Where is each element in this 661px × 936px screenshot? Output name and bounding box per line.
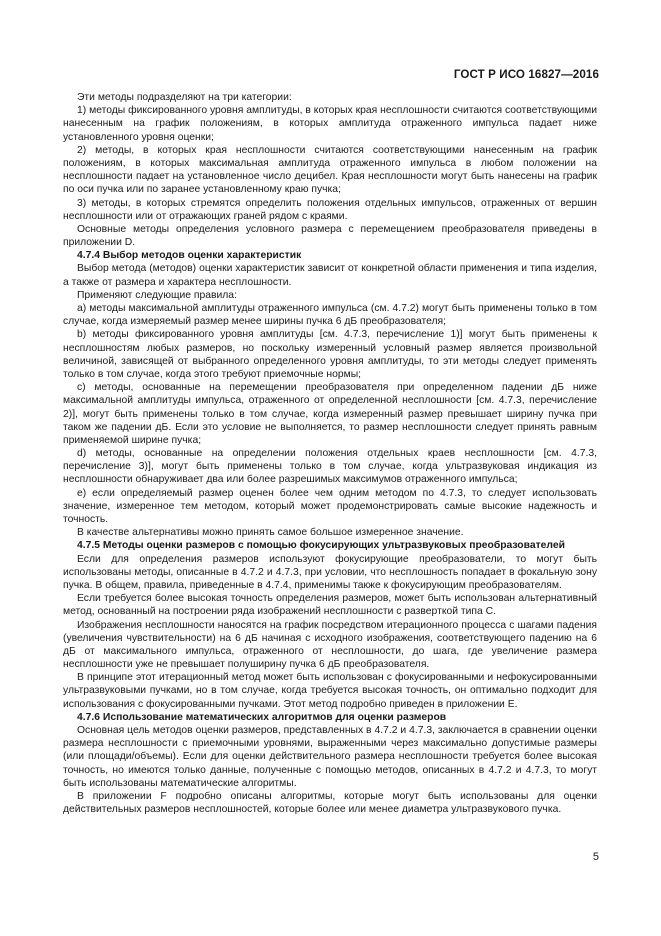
paragraph: Изображения несплошности наносятся на график посредством итерационного процесса с шагами падения (увеличения чувствительности) на 6 дБ начиная с исходного изображения, соответствующего падению на 6 дБ от максимального импульса, отраженного от несплошности, до шага, где увеличение размера несплошности уже не превышает полуширину пучка 6 дБ преобразователя. [63,619,597,671]
section-heading: 4.7.4 Выбор методов оценки характеристик [77,250,302,262]
paragraph: Основная цель методов оценки размеров, представленных в 4.7.2 и 4.7.3, заключается в сравнении оценки размера несплошности с приемочными уровнями, выраженными через максимально допустимые размеры (или площади/объемы). Если для оценки действительного размера несплошности требуется более высокая точность, но имеются только данные, полученные с помощью методов, описанных в 4.7.2 и 4.7.3, то могут быть использованы математические алгоритмы. [63,725,597,789]
list-item: b) методы фиксированного уровня амплитуды [см. 4.7.3, перечисление 1)] могут быть применены к несплошностям любых размеров, но поскольку измеренный условный размер является произвольной величиной, зависящей от выбранного определенного уровня амплитуды, то эти методы следует применять только в том случае, когда этого требуют приемочные нормы; [63,329,597,380]
list-item: c) методы, основанные на перемещении преобразователя при определенном падении дБ ниже максимальной амплитуды импульса, отраженного от определенной несплошности [см. 4.7.3, перечисление 2)], могут быть применены только в том случае, когда измеренный размер превышает ширину пучка при таком же падении дБ. Если это условие не выполняется, то размер несплошности следует принять равным применяемой ширине пучка; [63,382,597,446]
paragraph: В принципе этот итерационный метод может быть использован с фокусированными и нефокусированными ультразвуковыми пучками, но в том случае, когда требуется высокая точность, он оптимально подходит для использования с фокусированными пучками. Этот метод подробно приведен в приложении E. [63,672,597,710]
document-header: ГОСТ Р ИСО 16827—2016 [453,68,599,81]
paragraph: Если для определения размеров используют фокусирующие преобразователи, то могут быть использованы методы, описанные в 4.7.2 и 4.7.3, при условии, что несплошность попадает в фокальную зону пучка. В общем, правила, приведенные в 4.7.4, применимы также к фокусирующим преобразователям. [63,553,597,591]
list-item: a) методы максимальной амплитуды отраженного импульса (см. 4.7.2) могут быть применены только в том случае, когда измеряемый размер менее ширины пучка 6 дБ преобразователя; [63,303,597,328]
paragraph: В качестве альтернативы можно принять самое большое измеренное значение. [77,527,464,539]
document-body [63,91,597,816]
paragraph: Выбор метода (методов) оценки характеристик зависит от конкретной области применения и типа изделия, а также от размера и характера несплошности. [63,263,597,288]
page-number: 5 [592,851,599,863]
paragraph: В приложении F подробно описаны алгоритмы, которые могут быть использованы для оценки действительных размеров несплошностей, которые более или менее диаметра ультразвукового пучка. [63,790,597,816]
paragraph: Основные методы определения условного размера с перемещением преобразователя приведены в приложении D. [63,223,597,249]
list-item: 3) методы, в которых стремятся определить положения отдельных импульсов, отраженных от вершин несплошности или от отражающих граней рядом с краями. [63,197,597,222]
list-item: 2) методы, в которых края несплошности считаются соответствующими нанесенным на график положениям, в которых максимальная амплитуда отраженного импульса в любом положении на несплошности падает на установленное число децибел. Края несплошности могут быть нанесены на график по оси пучка или по заранее установленному краю пучка; [63,144,597,196]
paragraph: Применяют следующие правила: [77,289,237,301]
intro-paragraph: Эти методы подразделяют на три категории: [77,92,292,103]
list-item: e) если определяемый размер оценен более чем одним методом по 4.7.3, то следует использовать значение, измеренное тем методом, который может продемонстрировать самые высокие надежность и точность. [63,487,597,525]
section-heading: 4.7.5 Методы оценки размеров с помощью фокусирующих ультразвуковых преобразователей [77,540,565,552]
list-item: d) методы, основанные на определении положения отдельных краев несплошности [см. 4.7.3, перечисление 3)], могут быть применены только в том случае, когда ультразвуковая индикация из несплошности обнаруживает два или более разрешимых максимумов отраженного импульса; [63,448,597,486]
section-heading: 4.7.6 Использование математических алгоритмов для оценки размеров [77,711,447,723]
list-item: 1) методы фиксированного уровня амплитуды, в которых края несплошности считаются соответствующими нанесенным на график положениям, в которых амплитуда отраженного импульса падает ниже установленного уровня оценки; [63,105,597,143]
paragraph: Если требуется более высокая точность определения размеров, может быть использован альтернативный метод, основанный на построении ряда изображений несплошности с разверткой типа С. [63,593,597,618]
